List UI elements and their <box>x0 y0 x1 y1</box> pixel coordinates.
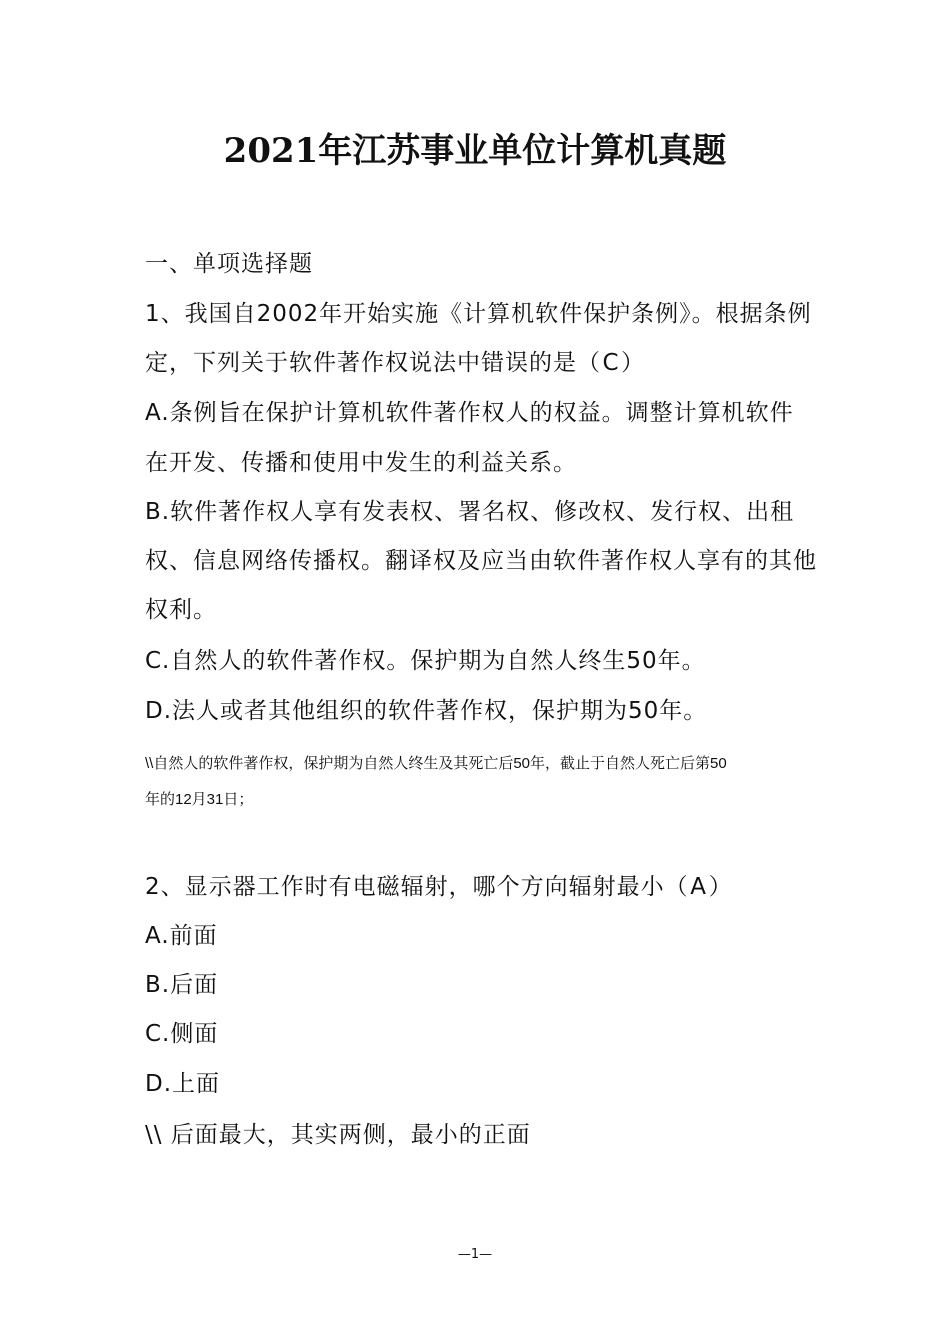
question-2 <box>145 872 733 902</box>
page-number: —1— <box>457 1247 493 1262</box>
question-1-option-b-cont-2: 权利。 <box>145 597 217 623</box>
question-1-line-2 <box>145 348 645 378</box>
question-2-stem: 2、显示器工作时有电磁辐射，哪个方向辐射最小（ <box>145 874 689 900</box>
question-1-stem: 定，下列关于软件著作权说法中错误的是（ <box>145 350 601 376</box>
question-1-answer: C <box>602 350 620 376</box>
question-1-option-b-cont: 权、信息网络传播权。翻译权及应当由软件著作权人享有的其他 <box>145 548 817 574</box>
question-1-note-line-1: \\自然人的软件著作权，保护期为自然人终生及其死亡后50年，截止于自然人死亡后第50 <box>145 755 727 772</box>
question-2-option-b: B.后面 <box>145 972 219 998</box>
question-1-option-c: C.自然人的软件著作权。保护期为自然人终生50年。 <box>145 648 706 674</box>
question-2-option-a: A.前面 <box>145 923 218 949</box>
question-2-answer: A <box>690 874 707 900</box>
question-2-note: \\ 后面最大，其实两侧，最小的正面 <box>145 1122 531 1148</box>
question-1-line-1: 1、我国自2002年开始实施《计算机软件保护条例》。根据条例 <box>145 301 812 327</box>
question-1-option-b: B.软件著作权人享有发表权、署名权、修改权、发行权、出租 <box>145 499 795 525</box>
question-1-note-line-2: 年的12月31日； <box>145 791 254 808</box>
question-2-option-d: D.上面 <box>145 1071 221 1097</box>
question-1-option-a: A.条例旨在保护计算机软件著作权人的权益。调整计算机软件 <box>145 400 794 426</box>
question-2-option-c: C.侧面 <box>145 1021 219 1047</box>
section-heading: 一、单项选择题 <box>145 251 313 277</box>
question-1-option-a-cont: 在开发、传播和使用中发生的利益关系。 <box>145 450 577 476</box>
question-2-close-paren: ） <box>708 874 733 900</box>
question-1-option-d: D.法人或者其他组织的软件著作权，保护期为50年。 <box>145 698 708 724</box>
question-1-close-paren: ） <box>621 350 645 376</box>
page-title: 2021年江苏事业单位计算机真题 <box>223 131 727 171</box>
